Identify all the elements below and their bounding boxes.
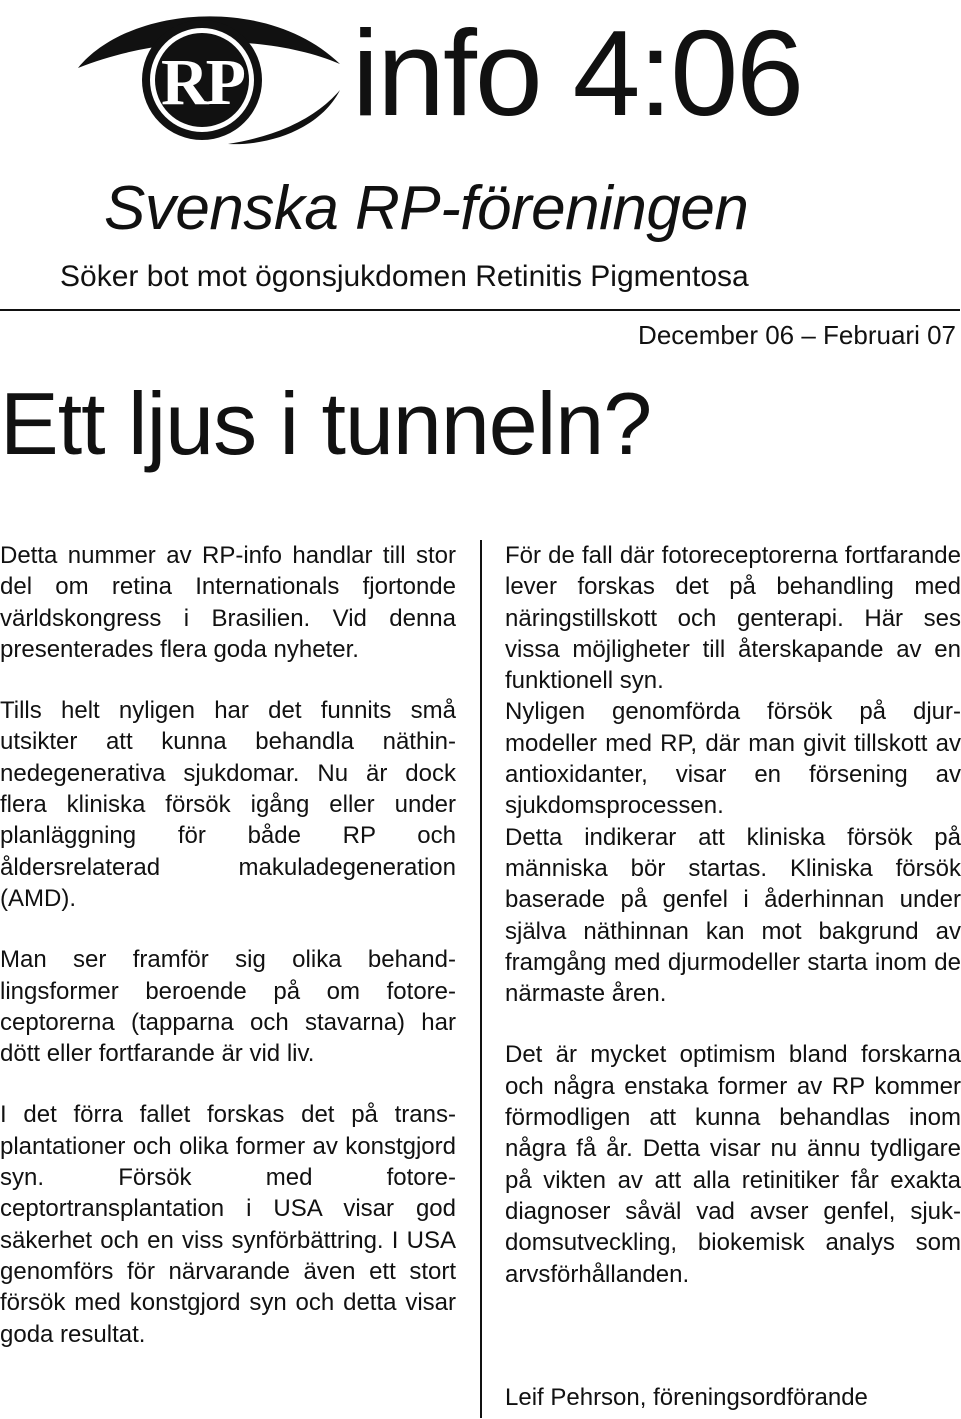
right-paragraph-4: Det är mycket optimism bland forskarna och några enstaka former av RP kommer förmodligen att kunna behandlas inom några få år. Detta visar nu ännu tydligare på vikten av att alla retinitiker får exakta diagnoser såväl vad avser genfel, sjukdomsutveckling, biokemisk analys som arvsförhållanden.	[505, 1041, 961, 1288]
right-paragraph-2: Nyligen genomförda försök på djurmodeller med RP, där man givit tillskott av antioxidanter, visar en försening av sjukdomsprocessen.	[505, 698, 961, 820]
issue-title: info 4:06	[352, 5, 803, 141]
subtitle: Söker bot mot ögonsjukdomen Retinitis Pigmentosa	[60, 260, 749, 293]
issue-date-range: December 06 – Februari 07	[638, 320, 956, 350]
eye-logo-icon	[78, 8, 348, 148]
header-rule	[0, 309, 960, 311]
right-column	[505, 540, 961, 1320]
left-column	[0, 540, 456, 1380]
column-divider	[480, 540, 482, 1418]
left-paragraph-3: Man ser framför sig olika behandlingsformer beroende på om fotoreceptorerna (tapparna och stavarna) har dött eller fortfarande är vid liv.	[0, 946, 456, 1068]
headline: Ett ljus i tunneln?	[0, 374, 652, 473]
right-paragraph-1: För de fall där fotoreceptorerna fortfarande lever forskas det på behandling med näringstillskott och genterapi. Här ses vissa möjligheter till återskapande av en funktionell syn.	[505, 542, 961, 695]
organization-name: Svenska RP-föreningen	[104, 174, 749, 243]
rp-logo	[78, 8, 348, 148]
left-paragraph-4: I det förra fallet forskas det på transplantationer och olika former av konstgjord syn. Försök med fotoreceptortransplantation i USA visar god säkerhet och en viss synförbättring. I USA genomförs för närvarande även ett stort försök med konstgjord syn och detta visar goda resultat.	[0, 1101, 456, 1348]
left-paragraph-2: Tills helt nyligen har det funnits små utsikter att kunna behandla näthinnedegenerativa sjukdomar. Nu är dock flera kliniska försök igång eller under planläggning för både RP och åldersrelaterad makuladegeneration (AMD).	[0, 697, 456, 912]
signature: Leif Pehrson, föreningsordförande	[505, 1384, 868, 1411]
left-paragraph-1: Detta nummer av RP-info handlar till stor del om retina Internationals fjortonde världskongress i Brasilien. Vid denna presenterades flera goda nyheter.	[0, 542, 456, 663]
right-paragraph-3: Detta indikerar att kliniska försök på människa bör startas. Kliniska försök baserade på genfel i åderhinnan under själva näthinnan kan mot bakgrund av framgång med djurmodeller starta inom de närmaste åren.	[505, 823, 961, 1008]
svg-text:RP: RP	[161, 46, 243, 119]
